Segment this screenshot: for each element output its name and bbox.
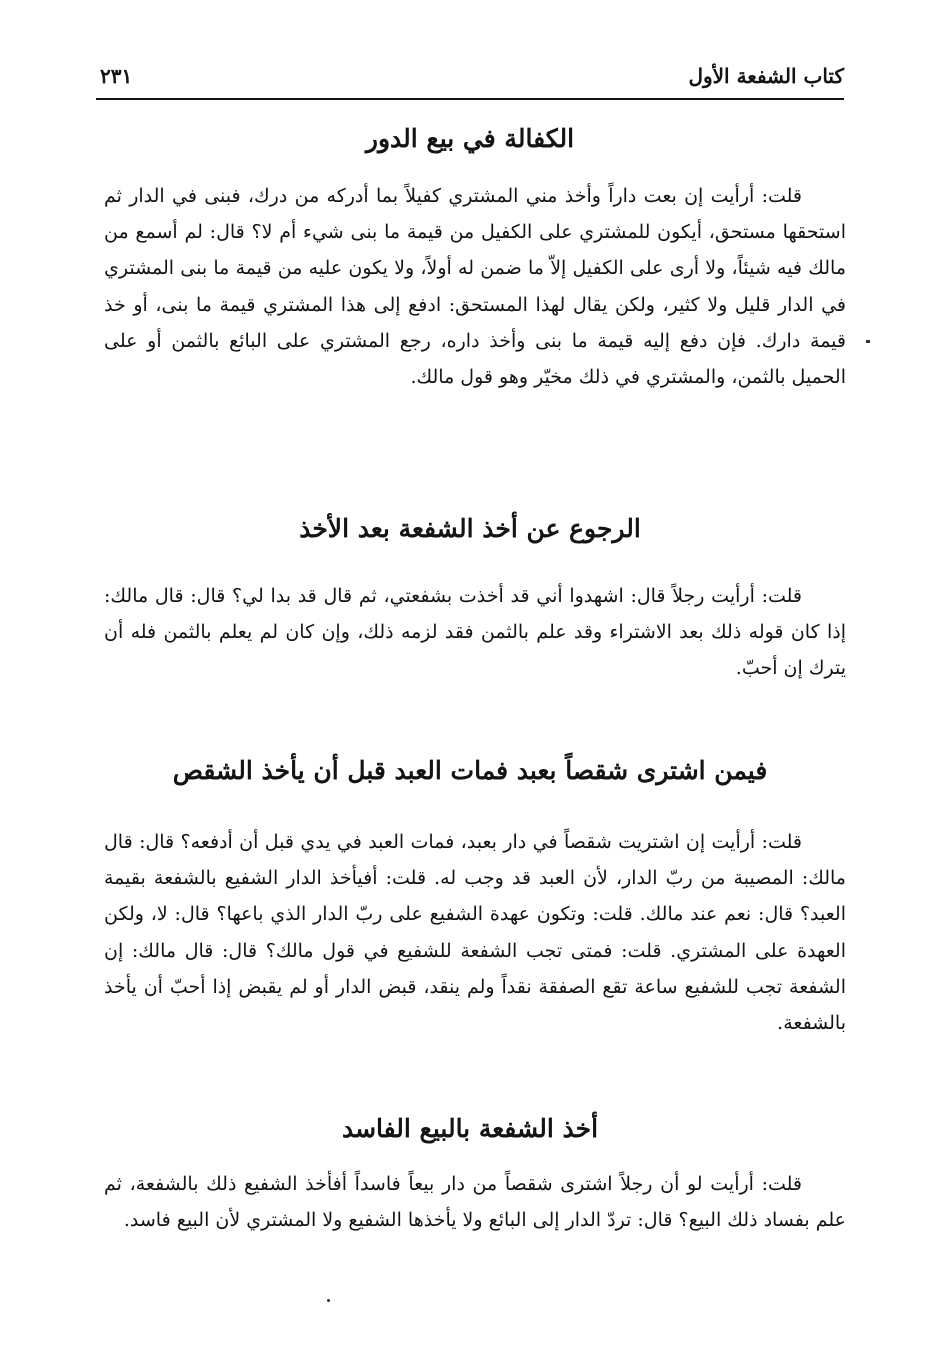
book-title: كتاب الشفعة الأول	[688, 64, 844, 88]
paragraph-text: قلت: أرأيت رجلاً قال: اشهدوا أني قد أخذت بشفعتي، ثم قال قد بدا لي؟ قال: قال مالك: إذا كان قوله ذلك بعد الاشتراء وقد علم بالثمن فقد لزمه ذلك، وإن كان لم يعلم بالثمن فله أن يترك إن أحبّ.	[104, 585, 846, 680]
stray-mark	[327, 1299, 330, 1302]
margin-mark	[866, 340, 870, 343]
section-heading-revoking-preemption: الرجوع عن أخذ الشفعة بعد الأخذ	[299, 514, 641, 543]
paragraph-text: قلت: أرأيت لو أن رجلاً اشترى شقصاً من دار بيعاً فاسداً أفأخذ الشفيع ذلك بالشفعة، ثم علم بفساد ذلك البيع؟ قال: تردّ الدار إلى البائع ولا يأخذها الشفيع ولا المشتري لأن البيع فاسد.	[104, 1173, 846, 1232]
section-heading-invalid-sale: أخذ الشفعة بالبيع الفاسد	[341, 1114, 599, 1143]
section-paragraph-invalid-sale	[104, 1166, 846, 1238]
paragraph-text: قلت: أرأيت إن بعت داراً وأخذ مني المشتري كفيلاً بما أدركه من درك، فبنى في الدار ثم استحقها مستحق، أيكون للمشتري على الكفيل من قيمة ما بنى شيء أم لا؟ قال: لم أسمع من مالك فيه شيئاً، ولا أرى على الكفيل إلاّ ما ضمن له أولاً، ولا يكون عليه من قيمة ما بنى المشتري في الدار قليل ولا كثير، ولكن يقال لهذا المستحق: ادفع إلى هذا المشتري قيمة ما بنى، أو خذ قيمة دارك. فإن دفع إليه قيمة ما بنى وأخذ داره، رجع المشتري على البائع بالثمن أو على الحميل بالثمن، والمشتري في ذلك مخيّر وهو قول مالك.	[104, 185, 846, 389]
section-paragraph-revoking-preemption	[104, 578, 846, 687]
page-number: ٢٣١	[100, 64, 133, 88]
section-heading-guarantee: الكفالة في بيع الدور	[365, 124, 575, 153]
section-paragraph-guarantee	[104, 178, 846, 395]
running-header	[96, 62, 844, 100]
section-paragraph-slave-exchange	[104, 824, 846, 1041]
section-heading-slave-exchange: فيمن اشترى شقصاً بعبد فمات العبد قبل أن يأخذ الشقص	[172, 756, 768, 785]
paragraph-text: قلت: أرأيت إن اشتريت شقصاً في دار بعبد، فمات العبد في يدي قبل أن أدفعه؟ قال: قال مالك: المصيبة من ربّ الدار، لأن العبد قد وجب له. قلت: أفيأخذ الدار الشفيع بالشفعة بقيمة العبد؟ قال: نعم عند مالك. قلت: وتكون عهدة الشفيع على ربّ الدار الذي باعها؟ قال: لا، ولكن العهدة على المشتري. قلت: فمتى تجب الشفعة للشفيع في قول مالك؟ قال: قال مالك: إن الشفعة تجب للشفيع ساعة تقع الصفقة نقداً ولم ينقد، قبض الدار أو لم يقبض إذا أحبّ أن يأخذ بالشفعة.	[104, 831, 846, 1035]
